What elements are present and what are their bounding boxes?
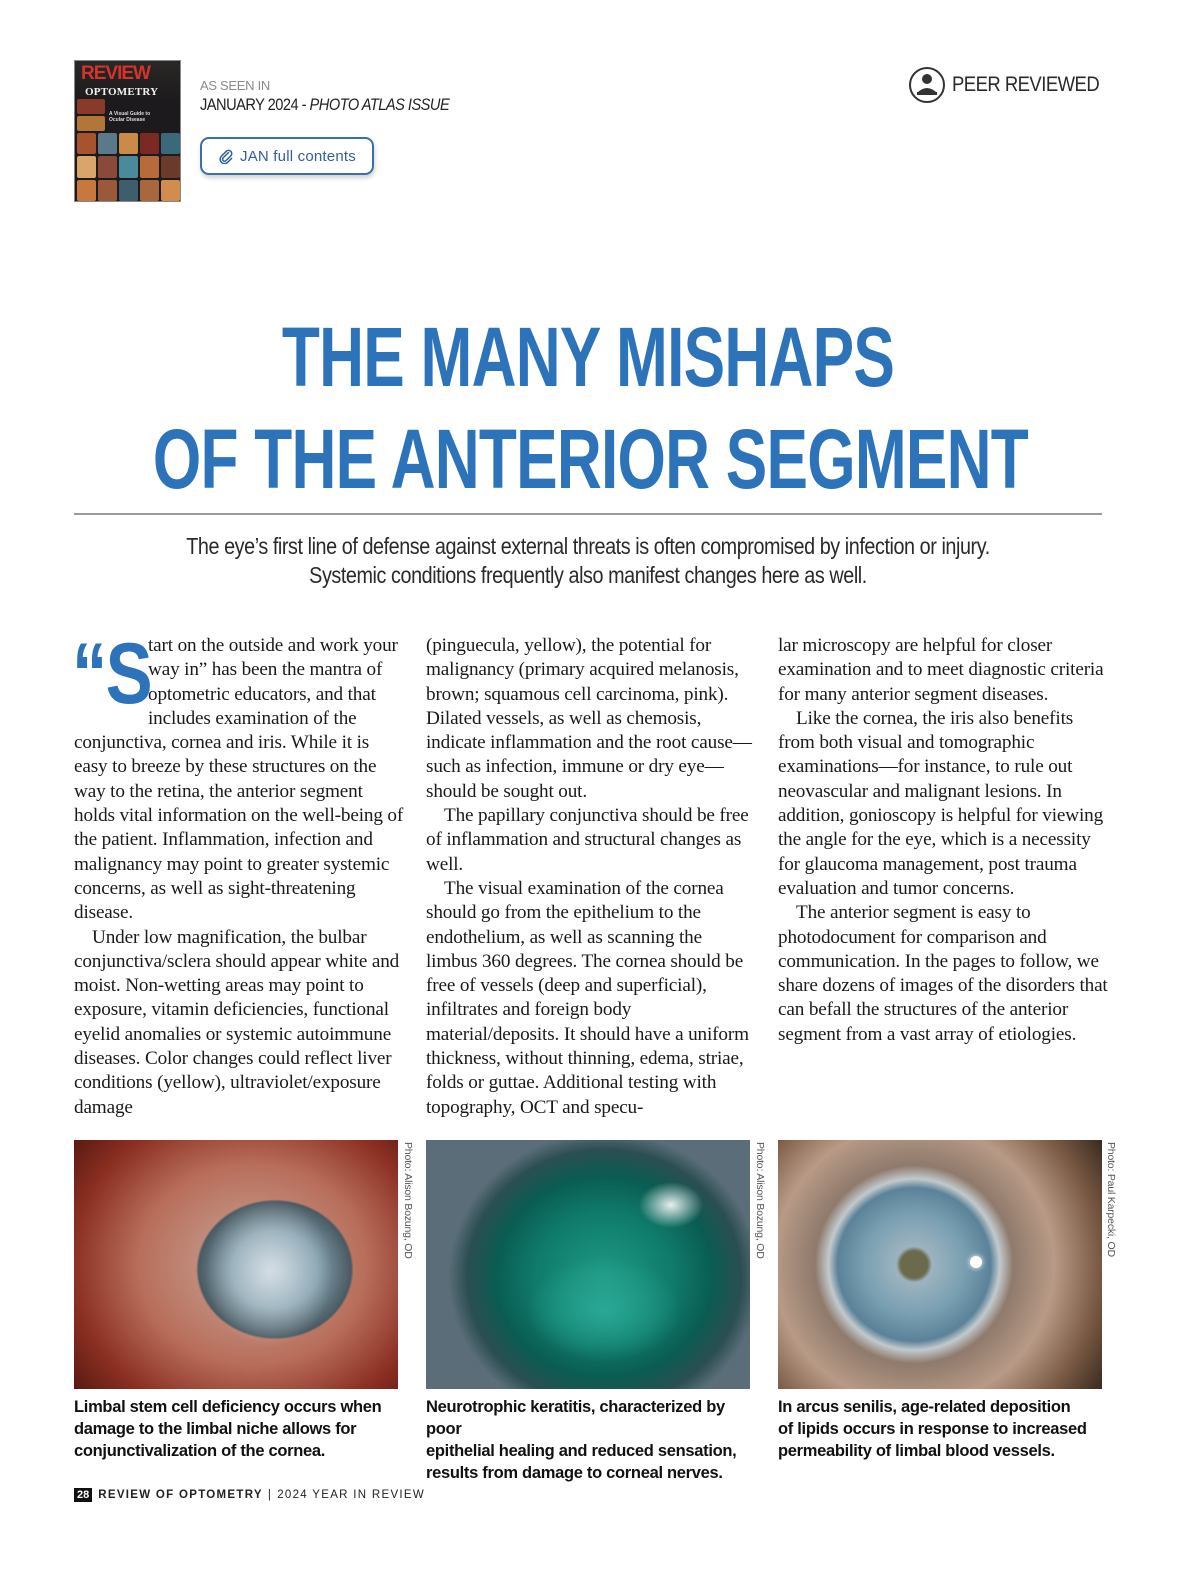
caption-line: conjunctivalization of the cornea. bbox=[74, 1442, 326, 1460]
photo-arcus-senilis bbox=[778, 1140, 1102, 1389]
cover-masthead-review: REVIEW bbox=[81, 63, 150, 84]
cover-line: A Visual Guide to Ocular Disease bbox=[109, 111, 151, 123]
drop-cap: “S bbox=[72, 626, 152, 722]
issue-date: JANUARY 2024 - bbox=[200, 95, 310, 114]
body-column-1 bbox=[72, 626, 404, 1120]
page-number: 28 bbox=[74, 1488, 92, 1502]
body-column-3 bbox=[778, 634, 1108, 1047]
caption-line: Neurotrophic keratitis, characterized by poor bbox=[426, 1398, 725, 1438]
article-deck bbox=[74, 532, 1102, 590]
footer-separator: | bbox=[267, 1489, 273, 1501]
body-column-2 bbox=[426, 634, 756, 1120]
cover-masthead-optometry: OPTOMETRY bbox=[85, 86, 159, 98]
peer-reviewer-icon bbox=[908, 66, 946, 104]
article-title-line-2: OF THE ANTERIOR SEGMENT bbox=[152, 412, 1028, 506]
body-paragraph: lar microscopy are helpful for closer examination and to meet diagnostic criteria for many anterior segment diseases. bbox=[778, 635, 1104, 705]
caption-line: damage to the limbal niche allows for bbox=[74, 1420, 357, 1438]
article-deck-line-2: Systemic conditions frequently also manifest changes here as well. bbox=[309, 562, 867, 588]
photo-credit: Photo: Paul Karpecki, OD bbox=[1105, 1142, 1117, 1257]
cover-image-grid bbox=[75, 131, 181, 202]
issue-name bbox=[200, 95, 449, 115]
photo-caption bbox=[426, 1396, 756, 1484]
caption-line: Limbal stem cell deficiency occurs when bbox=[74, 1398, 382, 1416]
caption-line: results from damage to corneal nerves. bbox=[426, 1464, 723, 1482]
photo-caption bbox=[778, 1396, 1108, 1462]
body-paragraph: Like the cornea, the iris also benefits from both visual and tomographic examinations—for instance, to rule out neovascular and malignant lesions. In addition, gonioscopy is helpful for viewing the angle for the eye, which is a necessity for glaucoma management, post trauma evaluation and tumor concerns. bbox=[778, 707, 1104, 899]
body-paragraph: The papillary conjunctiva should be free of inflammation and structural changes as well. bbox=[426, 805, 749, 875]
article-title bbox=[0, 306, 1176, 510]
body-paragraph: tart on the outside and work your way in” has been the mantra of optometric educators, and that includes examination of the conjunctiva, cornea and iris. While it is easy to breeze by these structures on the way to the retina, the anterior segment holds vital information on the well-being of the patient. Inflammation, infection and malignancy may point to greater systemic concerns, as well as sight-threatening disease. bbox=[74, 635, 404, 924]
jan-full-contents-label: JAN full contents bbox=[240, 147, 356, 165]
photo-credit: Photo: Alison Bozung, OD bbox=[402, 1142, 414, 1259]
caption-line: of lipids occurs in response to increased bbox=[778, 1420, 1087, 1438]
photo-caption bbox=[74, 1396, 404, 1462]
caption-line: permeability of limbal blood vessels. bbox=[778, 1442, 1055, 1460]
jan-full-contents-button[interactable] bbox=[200, 137, 374, 175]
body-paragraph: The visual examination of the cornea should go from the epithelium to the endothelium, as well as scanning the limbus 360 degrees. The cornea should be free of vessels (deep and superficial), infiltrates and foreign body material/deposits. It should have a uniform thickness, without thinning, edema, striae, folds or guttae. Additional testing with topography, OCT and specu- bbox=[426, 877, 749, 1118]
title-divider bbox=[74, 513, 1102, 515]
peer-reviewed-badge bbox=[908, 66, 1119, 104]
article-deck-line-1: The eye’s first line of defense against external threats is often compromised by infection or injury. bbox=[186, 533, 990, 559]
caption-line: epithelial healing and reduced sensation, bbox=[426, 1442, 737, 1460]
caption-line: In arcus senilis, age-related deposition bbox=[778, 1398, 1071, 1416]
body-paragraph: Under low magnification, the bulbar conjunctiva/sclera should appear white and moist. Non-wetting areas may point to exposure, vitamin deficiencies, functional eyelid anomalies or systemic autoimmune diseases. Color changes could reflect liver conditions (yellow), ultraviolet/exposure damage bbox=[74, 926, 400, 1118]
photo-neurotrophic-keratitis bbox=[426, 1140, 750, 1389]
as-seen-in-label: AS SEEN IN bbox=[200, 78, 270, 93]
cover-masthead bbox=[75, 61, 180, 99]
article-title-line-1: THE MANY MISHAPS bbox=[281, 310, 895, 404]
paperclip-icon bbox=[218, 148, 234, 164]
photo-limbal-stem-cell-deficiency bbox=[74, 1140, 398, 1389]
page-footer bbox=[74, 1488, 425, 1502]
publication-name: REVIEW OF OPTOMETRY bbox=[98, 1489, 263, 1501]
section-name: 2024 YEAR IN REVIEW bbox=[277, 1489, 426, 1501]
cover-image-strip bbox=[77, 99, 105, 131]
body-paragraph: (pinguecula, yellow), the potential for malignancy (primary acquired melanosis, brown; squamous cell carcinoma, pink). Dilated vessels, as well as chemosis, indicate inflammation and the root cause—such as infection, immune or dry eye—should be sought out. bbox=[426, 635, 752, 802]
body-paragraph: The anterior segment is easy to photodocument for comparison and communication. In the pages to follow, we share dozens of images of the disorders that can befall the structures of the anterior segment from a vast array of etiologies. bbox=[778, 902, 1108, 1045]
magazine-cover-thumbnail[interactable] bbox=[74, 60, 181, 202]
photo-credit: Photo: Alison Bozung, OD bbox=[754, 1142, 766, 1259]
peer-reviewed-label: PEER REVIEWED bbox=[952, 73, 1100, 96]
issue-title: PHOTO ATLAS ISSUE bbox=[309, 95, 450, 114]
